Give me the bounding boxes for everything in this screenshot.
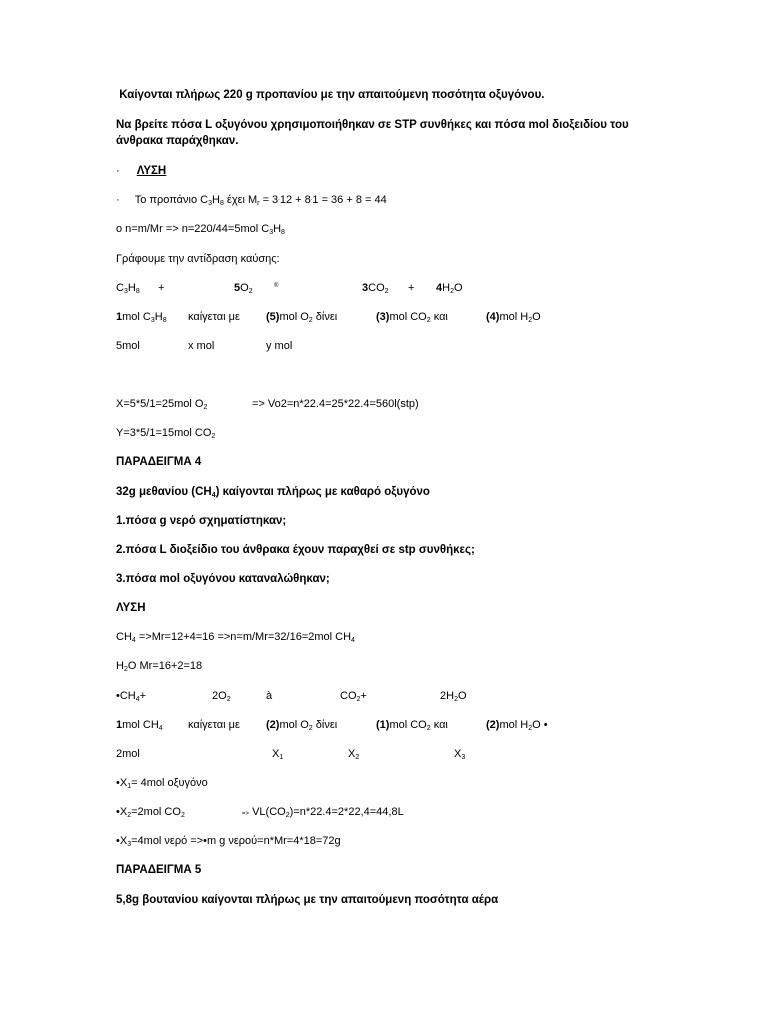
- question-3: 3.πόσα mol οξυγόνου καταναλώθηκαν;: [116, 573, 330, 585]
- water-molar-mass: $H_2O$ Mr=16+2=18: [116, 660, 203, 673]
- reaction-arrow: ®: [274, 283, 279, 289]
- propane-moles: o n=m/Mr => n=220/44=5mol $C_3H_8$: [116, 223, 285, 236]
- question-1: 1.πόσα g νερό σχηματίστηκαν;: [116, 515, 287, 527]
- water-mass-result: $•X_3=4mol$ νερό =>•m g νερού=n*Mr=4*18=72g: [116, 835, 341, 848]
- solution-heading-row: [116, 164, 166, 178]
- propane-mole-ratio: 1mol $C_3H_8$ καίγεται με (5)mol $O_2$ δίνει (3)mol $CO_2$ και (4)mol $H_2O$: [116, 311, 541, 324]
- intro-line-3: άνθρακα παράχθηκαν.: [116, 135, 239, 147]
- intro-line-2: Να βρείτε πόσα L οξυγόνου χρησιμοποιήθηκαν σε STP συνθήκες και πόσα mol διοξειδίου του: [116, 119, 629, 131]
- example-5-title: ΠΑΡΑΔΕΙΓΜΑ 5: [116, 864, 202, 876]
- propane-givens: 5mol x mol y mol: [116, 340, 293, 352]
- propane-combustion-equation: $C_3H_8$ + $5O_2$ ® $3CO_2$ + $4H_2O$: [116, 281, 676, 295]
- bullet: ·: [116, 165, 120, 177]
- methane-givens: 2mol $X_1$ $X_2$ $X_3$: [116, 748, 466, 761]
- methane-combustion-equation: $•CH_4+$ $2O_2$ à $CO_2+$ $2H_2O$: [116, 690, 467, 703]
- example-4-solution-heading: ΛΥΣΗ: [116, 602, 146, 614]
- oxygen-volume-result: X=5*5/1=25mol $O_2$ => Vo2=n*22.4=25*22.4=560l(stp): [116, 398, 419, 411]
- propane-molar-mass: · Το προπάνιο $C_3H_8$ έχει $M_r = 3^.12 + 8^.1 = 36 + 8 = 44$: [116, 194, 387, 207]
- example-5-statement: 5,8g βουτανίου καίγονται πλήρως με την απαιτούμενη ποσότητα αέρα: [116, 894, 499, 906]
- co2-volume-result: $•X_2=2mol$ $CO_2$ => $VL(CO_2)=n*22.4=2*22,4=44,8L$: [116, 806, 404, 819]
- reaction-intro: Γράφουμε την αντίδραση καύσης:: [116, 253, 280, 265]
- example-4-statement: 32g μεθανίου $(CH_4)$ καίγονται πλήρως με καθαρό οξυγόνο: [116, 486, 430, 499]
- co2-moles-result: Y=3*5/1=15mol $CO_2$: [116, 427, 216, 440]
- question-2: 2.πόσα L διοξείδιο του άνθρακα έχουν παραχθεί σε stp συνθήκες;: [116, 544, 475, 556]
- oxygen-moles-result: $•X_1= 4mol$ οξυγόνο: [116, 777, 208, 790]
- methane-mole-ratio: 1mol $CH_4$ καίγεται με (2)mol $O_2$ δίνει (1)mol $CO_2$ και (2)mol $H_2O$ •: [116, 719, 548, 732]
- example-4-title: ΠΑΡΑΔΕΙΓΜΑ 4: [116, 456, 202, 468]
- reaction-arrow: à: [266, 690, 273, 702]
- solution-heading: ΛΥΣΗ: [136, 165, 167, 177]
- intro-line-1: Καίγονται πλήρως 220 g προπανίου με την απαιτούμενη ποσότητα οξυγόνου.: [119, 89, 545, 101]
- methane-moles: $CH_4 =>Mr=12+4=16 =>n=m/Mr=32/16=2mol$ $CH_4$: [116, 631, 355, 644]
